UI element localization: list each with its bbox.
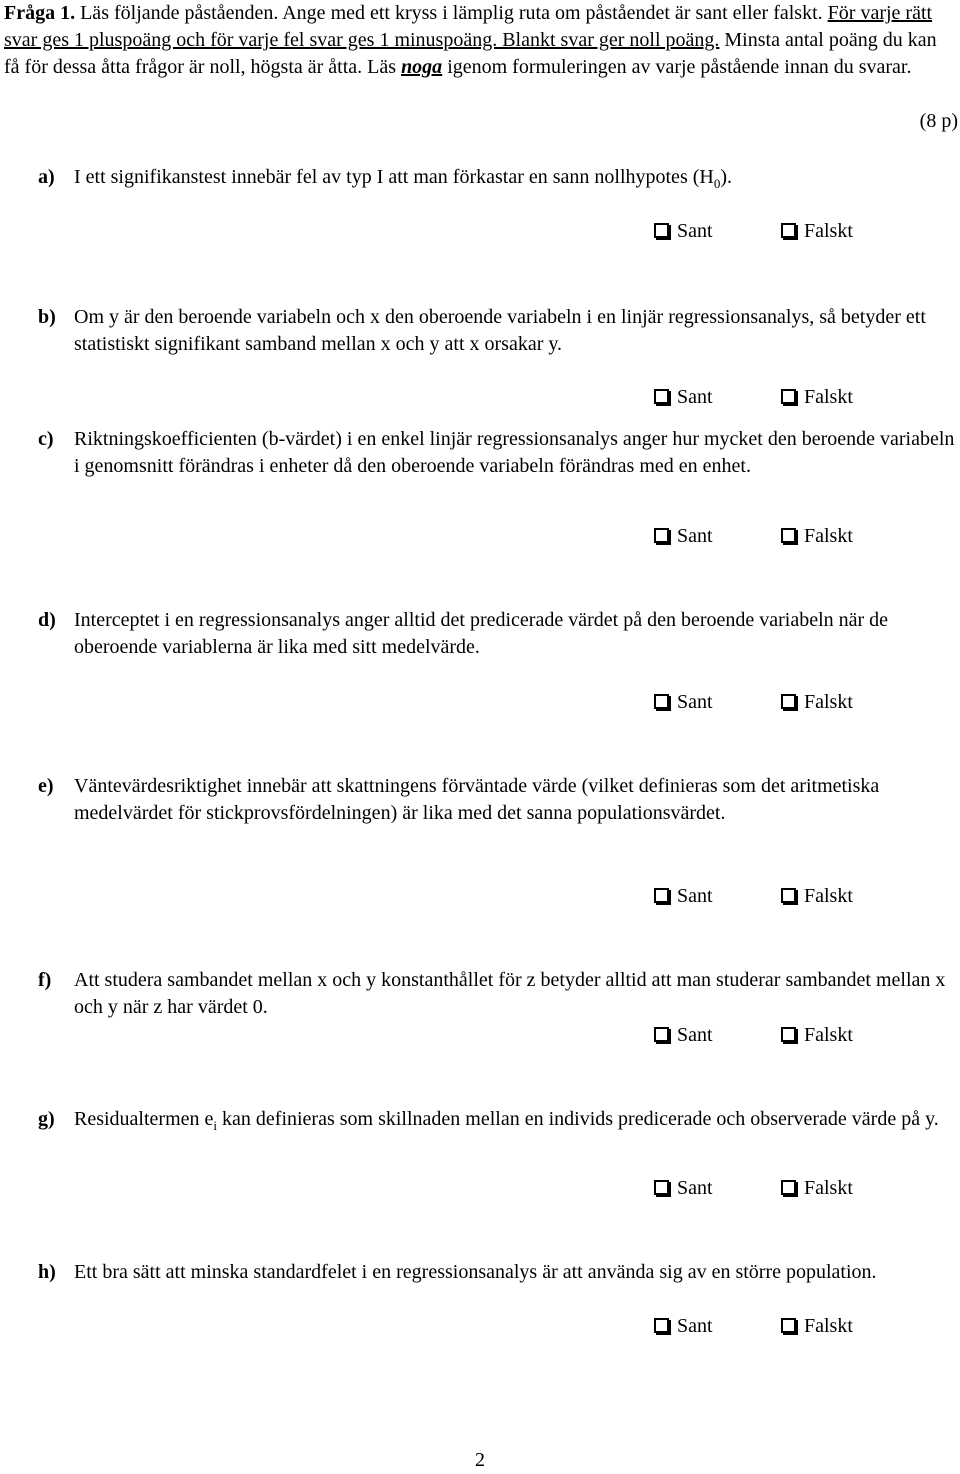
subscript: 0 [713,176,721,191]
falskt-checkbox[interactable] [781,1313,853,1340]
statement-letter: e) [38,775,54,797]
sant-checkbox[interactable] [654,1175,713,1202]
sant-label: Sant [677,885,713,907]
subscript: i [213,1118,218,1133]
checkbox-icon [654,1318,669,1333]
falskt-checkbox[interactable] [781,218,853,245]
falskt-label: Falskt [804,220,853,242]
checkbox-icon [654,528,669,543]
instructions [4,0,956,81]
checkbox-icon [781,1027,796,1042]
sant-checkbox[interactable] [654,883,713,910]
page-number: 2 [475,1449,485,1471]
falskt-label: Falskt [804,1177,853,1199]
instructions-text-3: igenom formuleringen av varje påstående innan du svarar. [442,56,912,78]
falskt-label: Falskt [804,1024,853,1046]
falskt-checkbox[interactable] [781,1022,853,1049]
statement-g [38,1106,960,1133]
checkbox-icon [781,528,796,543]
statement-letter: b) [38,306,56,328]
statement-text: Riktningskoefficienten (b-värdet) i en enkel linjär regressionsanalys anger hur mycket den beroende variabeln i genomsnitt förändras i enheter då den oberoende variabeln förändras med en enhet. [74,428,955,477]
sant-checkbox[interactable] [654,218,713,245]
statement-letter: a) [38,166,55,188]
falskt-checkbox[interactable] [781,1175,853,1202]
checkbox-icon [781,1318,796,1333]
instructions-emphasis: noga [401,56,443,78]
statement-e [38,773,960,827]
falskt-label: Falskt [804,525,853,547]
sant-checkbox[interactable] [654,689,713,716]
sant-checkbox[interactable] [654,1022,713,1049]
points-label: (8 p) [919,110,958,132]
answer-options-g [654,1175,894,1202]
statement-letter: h) [38,1261,56,1283]
falskt-checkbox[interactable] [781,689,853,716]
statement-text [74,164,960,191]
answer-options-b [654,384,894,411]
checkbox-icon [654,223,669,238]
answer-options-a [654,218,894,245]
instructions-text-2: Minsta antal poäng du kan få för dessa åtta frågor är noll, högsta är åtta. Läs [4,29,937,78]
sant-checkbox[interactable] [654,1313,713,1340]
statement-letter: d) [38,609,56,631]
checkbox-icon [781,389,796,404]
statement-letter: f) [38,969,52,991]
statement-text: Interceptet i en regressionsanalys anger alltid det predicerade värdet på den beroende variabeln när de oberoende variablerna är lika med sitt medelvärde. [74,609,889,658]
falskt-checkbox[interactable] [781,384,853,411]
answer-options-h [654,1313,894,1340]
falskt-checkbox[interactable] [781,523,853,550]
sant-checkbox[interactable] [654,384,713,411]
checkbox-icon [781,1180,796,1195]
statement-h [38,1259,960,1286]
answer-options-d [654,689,894,716]
sant-label: Sant [677,525,713,547]
falskt-label: Falskt [804,1315,853,1337]
falskt-label: Falskt [804,885,853,907]
question-title: Fråga 1. [4,2,76,24]
checkbox-icon [654,1027,669,1042]
checkbox-icon [781,888,796,903]
checkbox-icon [654,888,669,903]
sant-label: Sant [677,691,713,713]
sant-checkbox[interactable] [654,523,713,550]
statement-a [38,164,960,191]
sant-label: Sant [677,1177,713,1199]
falskt-label: Falskt [804,386,853,408]
statement-text: Ett bra sätt att minska standardfelet i en regressionsanalys är att använda sig av en större population. [74,1261,877,1283]
statement-text-main: I ett signifikanstest innebär fel av typ I att man förkastar en sann nollhypotes (H [74,166,714,188]
sant-label: Sant [677,1024,713,1046]
checkbox-icon [654,389,669,404]
statement-text-end: kan definieras som skillnaden mellan en individs predicerade och observerade värde på y. [217,1108,939,1130]
statement-text-main: Residualtermen e [74,1108,214,1130]
sant-label: Sant [677,386,713,408]
checkbox-icon [781,223,796,238]
falskt-checkbox[interactable] [781,883,853,910]
sant-label: Sant [677,220,713,242]
statement-text: Om y är den beroende variabeln och x den oberoende variabeln i en linjär regressionsanalys, så betyder ett statistiskt signifikant samband mellan x och y att x orsakar y. [74,306,926,355]
statement-text [74,1106,960,1133]
falskt-label: Falskt [804,691,853,713]
statement-letter: g) [38,1108,55,1130]
checkbox-icon [781,694,796,709]
statement-b [38,304,960,358]
statement-text: Väntevärdesriktighet innebär att skattningens förväntade värde (vilket definieras som det aritmetiska medelvärdet för stickprovsfördelningen) är lika med det sanna populationsvärdet. [74,775,880,824]
statement-letter: c) [38,428,54,450]
answer-options-c [654,523,894,550]
statement-text-end: ). [720,166,732,188]
instructions-text-1: Läs följande påståenden. Ange med ett kryss i lämplig ruta om påståendet är sant eller falskt. [75,2,828,24]
statement-text: Att studera sambandet mellan x och y konstanthållet för z betyder alltid att man studerar sambandet mellan x och y när z har värdet 0. [74,969,946,1018]
statement-d [38,607,960,661]
answer-options-f [654,1022,894,1049]
sant-label: Sant [677,1315,713,1337]
answer-options-e [654,883,894,910]
statement-c [38,426,960,480]
checkbox-icon [654,694,669,709]
statement-f [38,967,960,1021]
instructions-scoring: För varje rätt svar ges 1 pluspoäng och för varje fel svar ges 1 minuspoäng. Blankt svar ger noll poäng. [4,2,933,51]
checkbox-icon [654,1180,669,1195]
